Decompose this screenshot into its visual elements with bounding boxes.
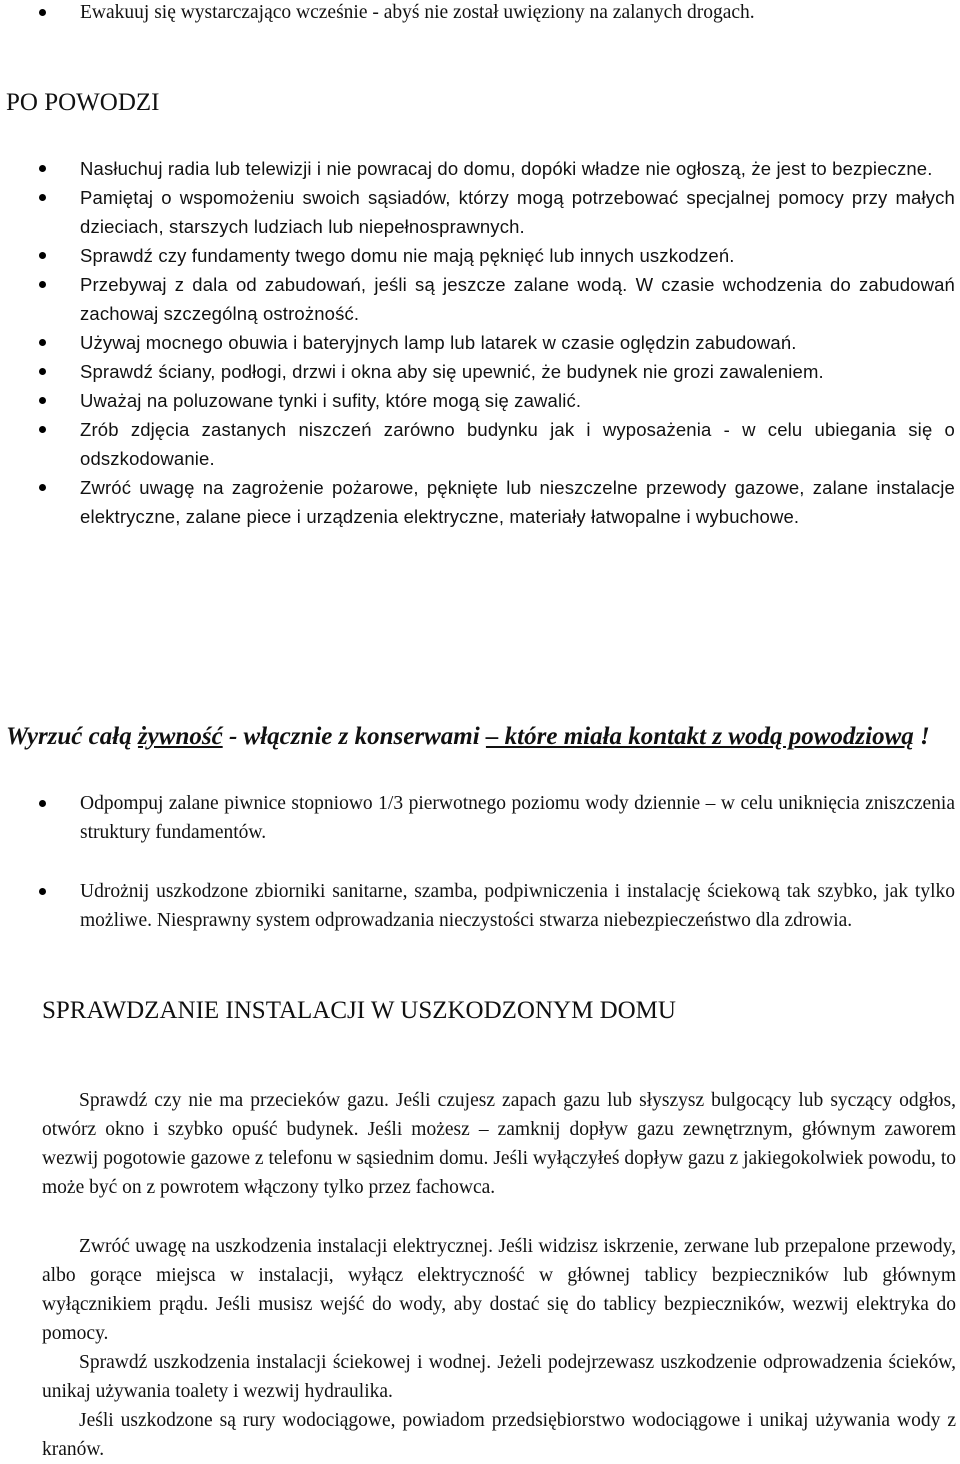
list-item-text: Udrożnij uszkodzone zbiorniki sanitarne, szamba, podpiwniczenia i instalację ściekową tak szybko, jak tylko możliwe. Niesprawny system odprowadzania nieczystości stwarza niebezpieczeństwo dla zdrowia. <box>80 881 955 931</box>
list-item-text: Używaj mocnego obuwia i bateryjnych lamp lub latarek w czasie oględzin zabudowań. <box>80 332 797 353</box>
bullet-icon <box>39 800 46 807</box>
list-item-text: Przebywaj z dala od zabudowań, jeśli są jeszcze zalane wodą. W czasie wchodzenia do zabudowań zachowaj szczególną ostrożność. <box>80 274 955 324</box>
list-item <box>0 241 960 270</box>
list-item-text: Zwróć uwagę na zagrożenie pożarowe, pęknięte lub nieszczelne przewody gazowe, zalane instalacje elektryczne, zalane piece i urządzenia elektryczne, materiały łatwopalne i wybuchowe. <box>80 477 955 527</box>
paragraph-water-pipes: Jeśli uszkodzone są rury wodociągowe, powiadom przedsiębiorstwo wodociągowe i unikaj używania wody z kranów. <box>42 1410 956 1460</box>
list-item-text: Ewakuuj się wystarczająco wcześnie - abyś nie został uwięziony na zalanych drogach. <box>80 2 755 23</box>
list-item-text: Uważaj na poluzowane tynki i sufity, które mogą się zawalić. <box>80 390 582 411</box>
bullet-icon <box>39 368 46 375</box>
paragraph-sewage: Sprawdź uszkodzenia instalacji ściekowej i wodnej. Jeżeli podejrzewasz uszkodzenie odprowadzenia ścieków, unikaj używania toalety i wezwij hydraulika. <box>42 1352 956 1402</box>
bullet-list-po-powodzi <box>0 154 960 531</box>
section-heading-sprawdzanie-instalacji: SPRAWDZANIE INSTALACJI W USZKODZONYM DOMU <box>42 997 676 1024</box>
bullet-icon <box>39 165 46 172</box>
list-item <box>0 270 960 328</box>
bullet-list-evacuation <box>0 0 960 27</box>
list-item <box>0 0 960 27</box>
list-item <box>0 357 960 386</box>
list-item-text: Odpompuj zalane piwnice stopniowo 1/3 pierwotnego poziomu wody dziennie – w celu uniknięcia zniszczenia struktury fundamentów. <box>80 793 955 843</box>
list-item <box>0 154 960 183</box>
bullet-list-sanitation <box>0 877 960 935</box>
list-item <box>0 183 960 241</box>
list-item <box>0 328 960 357</box>
list-item <box>0 473 960 531</box>
list-item <box>0 415 960 473</box>
list-item <box>0 877 960 935</box>
warning-text-underlined: – które miała kontakt z wodą powodziową <box>485 723 914 750</box>
warning-heading <box>6 722 956 752</box>
bullet-icon <box>39 426 46 433</box>
list-item-text: Nasłuchuj radia lub telewizji i nie powracaj do domu, dopóki władze nie ogłoszą, że jest to bezpieczne. <box>80 158 933 179</box>
bullet-list-pumping <box>0 789 960 847</box>
list-item-text: Pamiętaj o wspomożeniu swoich sąsiadów, którzy mogą potrzebować specjalnej pomocy przy małych dzieciach, starszych ludziach lub niepełnosprawnych. <box>80 187 955 237</box>
paragraph-electrical: Zwróć uwagę na uszkodzenia instalacji elektrycznej. Jeśli widzisz iskrzenie, zerwane lub przepalone przewody, albo gorące miejsca w instalacji, wyłącz elektryczność w głównej tablicy bezpieczników lub głównym wyłącznikiem prądu. Jeśli musisz wejść do wody, aby dostać się do tablicy bezpieczników, wezwij elektryka do pomocy. <box>42 1236 956 1344</box>
list-item <box>0 789 960 847</box>
warning-text-underlined: żywność <box>137 723 223 750</box>
list-item <box>0 386 960 415</box>
list-item-text: Sprawdź ściany, podłogi, drzwi i okna aby się upewnić, że budynek nie grozi zawaleniem. <box>80 361 824 382</box>
paragraph-gas: Sprawdź czy nie ma przecieków gazu. Jeśli czujesz zapach gazu lub słyszysz bulgocący lub syczący odgłos, otwórz okno i szybko opuść budynek. Jeśli możesz – zamknij dopływ gazu zewnętrznym, głównym zaworem wezwij pogotowie gazowe z telefonu w sąsiednim domu. Jeśli wyłączyłeś dopływ gazu z jakiegokolwiek powodu, to może być on z powrotem włączony tylko przez fachowca. <box>42 1090 956 1198</box>
warning-text: ! <box>913 723 930 750</box>
bullet-icon <box>39 9 46 16</box>
bullet-icon <box>39 252 46 259</box>
bullet-icon <box>39 281 46 288</box>
warning-text: Wyrzuć całą <box>6 723 138 750</box>
list-item-text: Zrób zdjęcia zastanych niszczeń zarówno budynku jak i wyposażenia - w celu ubiegania się o odszkodowanie. <box>80 419 955 469</box>
bullet-icon <box>39 484 46 491</box>
bullet-icon <box>39 888 46 895</box>
bullet-icon <box>39 339 46 346</box>
list-item-text: Sprawdź czy fundamenty twego domu nie mają pęknięć lub innych uszkodzeń. <box>80 245 735 266</box>
bullet-icon <box>39 397 46 404</box>
bullet-icon <box>39 194 46 201</box>
warning-text: - włącznie z konserwami <box>222 723 486 750</box>
section-heading-po-powodzi: PO POWODZI <box>6 89 160 116</box>
